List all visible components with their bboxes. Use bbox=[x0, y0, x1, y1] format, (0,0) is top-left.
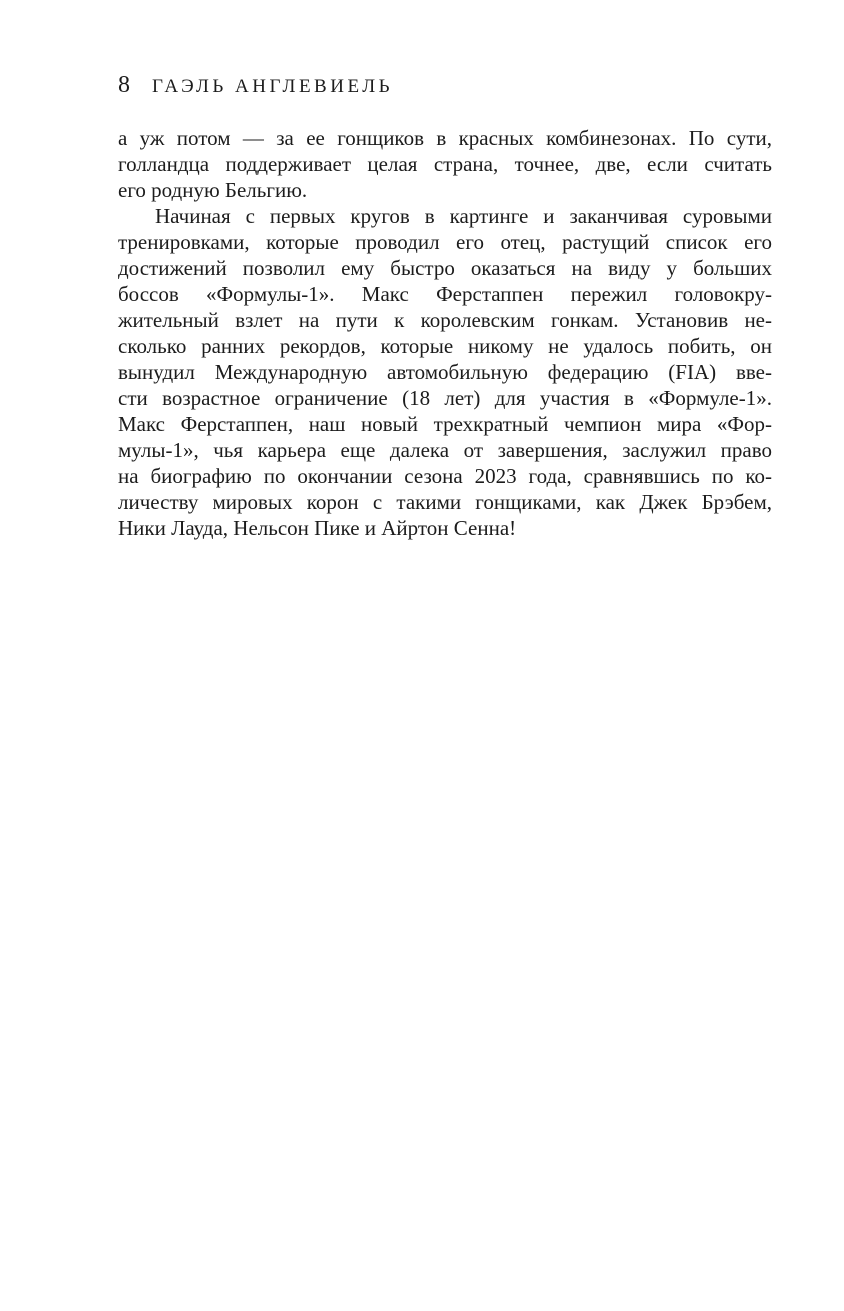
text-line: сколько ранних рекордов, которые никому не удалось побить, он bbox=[118, 334, 772, 358]
paragraph-continuation bbox=[118, 125, 772, 203]
text-line: а уж потом — за ее гонщиков в красных комбинезонах. По сути, bbox=[118, 126, 772, 150]
text-line: его родную Бельгию. bbox=[118, 178, 308, 202]
running-title: ГАЭЛЬ АНГЛЕВИЕЛЬ bbox=[152, 76, 394, 97]
text-line: вынудил Международную автомобильную федерацию (FIA) вве- bbox=[118, 360, 772, 384]
text-line: личеству мировых корон с такими гонщиками, как Джек Брэбем, bbox=[118, 490, 772, 514]
body-text bbox=[118, 125, 772, 541]
text-line: боссов «Формулы-1». Макс Ферстаппен пережил головокру- bbox=[118, 282, 772, 306]
text-line: достижений позволил ему быстро оказаться на виду у больших bbox=[118, 256, 772, 280]
text-line: мулы-1», чья карьера еще далека от завершения, заслужил право bbox=[118, 438, 772, 462]
text-line: Ники Лауда, Нельсон Пике и Айртон Сенна! bbox=[118, 516, 517, 540]
text-line: Макс Ферстаппен, наш новый трехкратный чемпион мира «Фор- bbox=[118, 412, 772, 436]
page-number: 8 bbox=[118, 72, 130, 98]
paragraph-main bbox=[118, 203, 772, 541]
page-header bbox=[118, 72, 772, 100]
text-line: жительный взлет на пути к королевским гонкам. Установив не- bbox=[118, 308, 772, 332]
text-line: голландца поддерживает целая страна, точнее, две, если считать bbox=[118, 152, 772, 176]
text-line: сти возрастное ограничение (18 лет) для участия в «Формуле-1». bbox=[118, 386, 772, 410]
text-line: на биографию по окончании сезона 2023 года, сравнявшись по ко- bbox=[118, 464, 772, 488]
text-line: Начиная с первых кругов в картинге и заканчивая суровыми bbox=[155, 204, 772, 228]
text-line: тренировками, которые проводил его отец, растущий список его bbox=[118, 230, 772, 254]
